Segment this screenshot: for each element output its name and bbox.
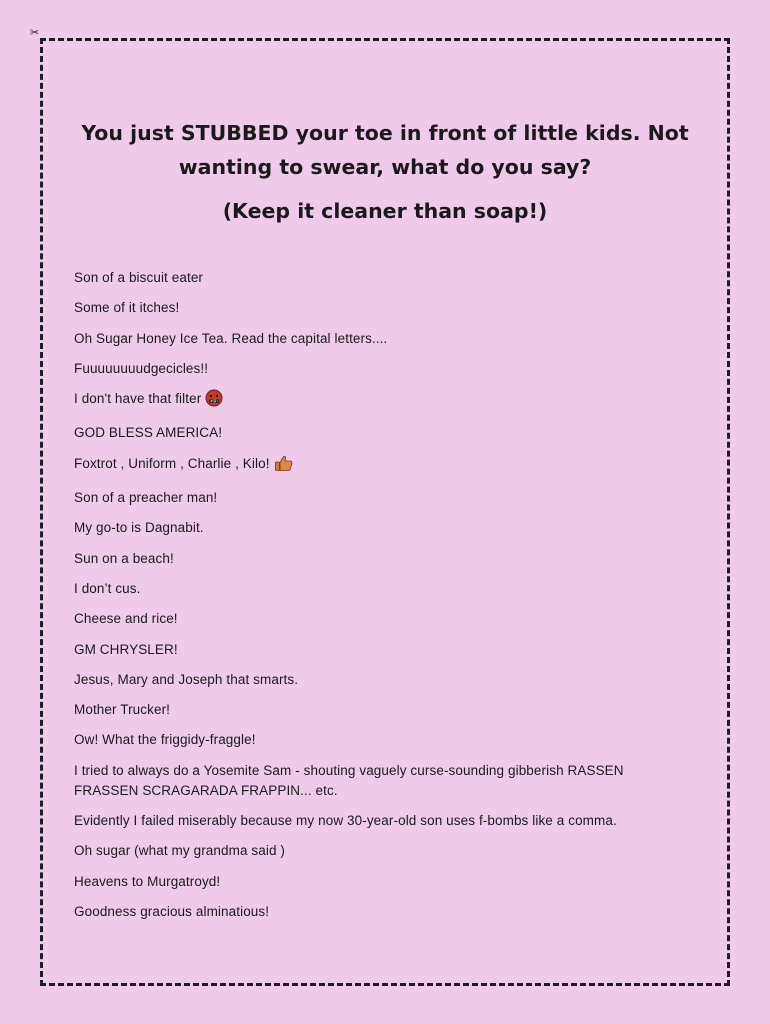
list-item [74,579,674,599]
list-item [74,761,674,801]
svg-text:#@!: #@! [210,399,219,404]
list-item [74,518,674,538]
answer-text: Sun on a beach! [74,550,174,566]
page-subtitle: (Keep it cleaner than soap!) [222,199,548,223]
censored-face-icon [205,389,223,413]
answer-text: Son of a preacher man! [74,490,218,506]
answer-text: Evidently I failed miserably because my now 30-year-old son uses f-bombs like a comma. [74,813,617,829]
answer-text: Oh Sugar Honey Ice Tea. Read the capital letters.... [74,330,388,346]
scissors-icon: ✂ [30,26,40,39]
answer-text: I don’t cus. [74,580,141,596]
answer-text: I don't have that filter [74,391,202,407]
list-item [74,872,674,892]
list-item [74,389,674,413]
list-item [74,902,674,922]
list-item [74,454,674,478]
thumbs-up-icon [274,454,294,478]
list-item [74,298,674,318]
answer-text: My go-to is Dagnabit. [74,520,204,536]
answer-text: Fuuuuuuuudgecicles!! [74,360,209,376]
list-item [74,268,674,288]
answer-text: Cheese and rice! [74,611,178,627]
answer-text: Jesus, Mary and Joseph that smarts. [74,671,299,687]
list-item [74,609,674,629]
list-item [74,700,674,720]
answer-text: I tried to always do a Yosemite Sam - shouting vaguely curse-sounding gibberish RASSEN FRASSEN SCRAGARADA FRAPPIN... etc. [74,762,624,798]
answer-text: Heavens to Murgatroyd! [74,873,221,889]
list-item [74,670,674,690]
list-item [74,329,674,349]
answer-text: Mother Trucker! [74,702,171,718]
list-item [74,640,674,660]
answer-text: Ow! What the friggidy-fraggle! [74,732,256,748]
answer-text: Foxtrot , Uniform , Charlie , Kilo! [74,455,270,471]
answer-text: Oh sugar (what my grandma said ) [74,843,286,859]
list-item [74,841,674,861]
answer-text: GM CHRYSLER! [74,641,178,657]
list-item [74,359,674,379]
answer-text: GOD BLESS AMERICA! [74,425,223,441]
list-item [74,549,674,569]
list-item [74,730,674,750]
list-item [74,488,674,508]
page-title: You just STUBBED your toe in front of little kids. Not wanting to swear, what do you say? [81,121,689,179]
answer-list [74,268,674,932]
answer-text: Some of it itches! [74,300,180,316]
list-item [74,811,674,831]
answer-text: Son of a biscuit eater [74,270,204,285]
answer-text: Goodness gracious alminatious! [74,903,270,919]
list-item [74,423,674,443]
